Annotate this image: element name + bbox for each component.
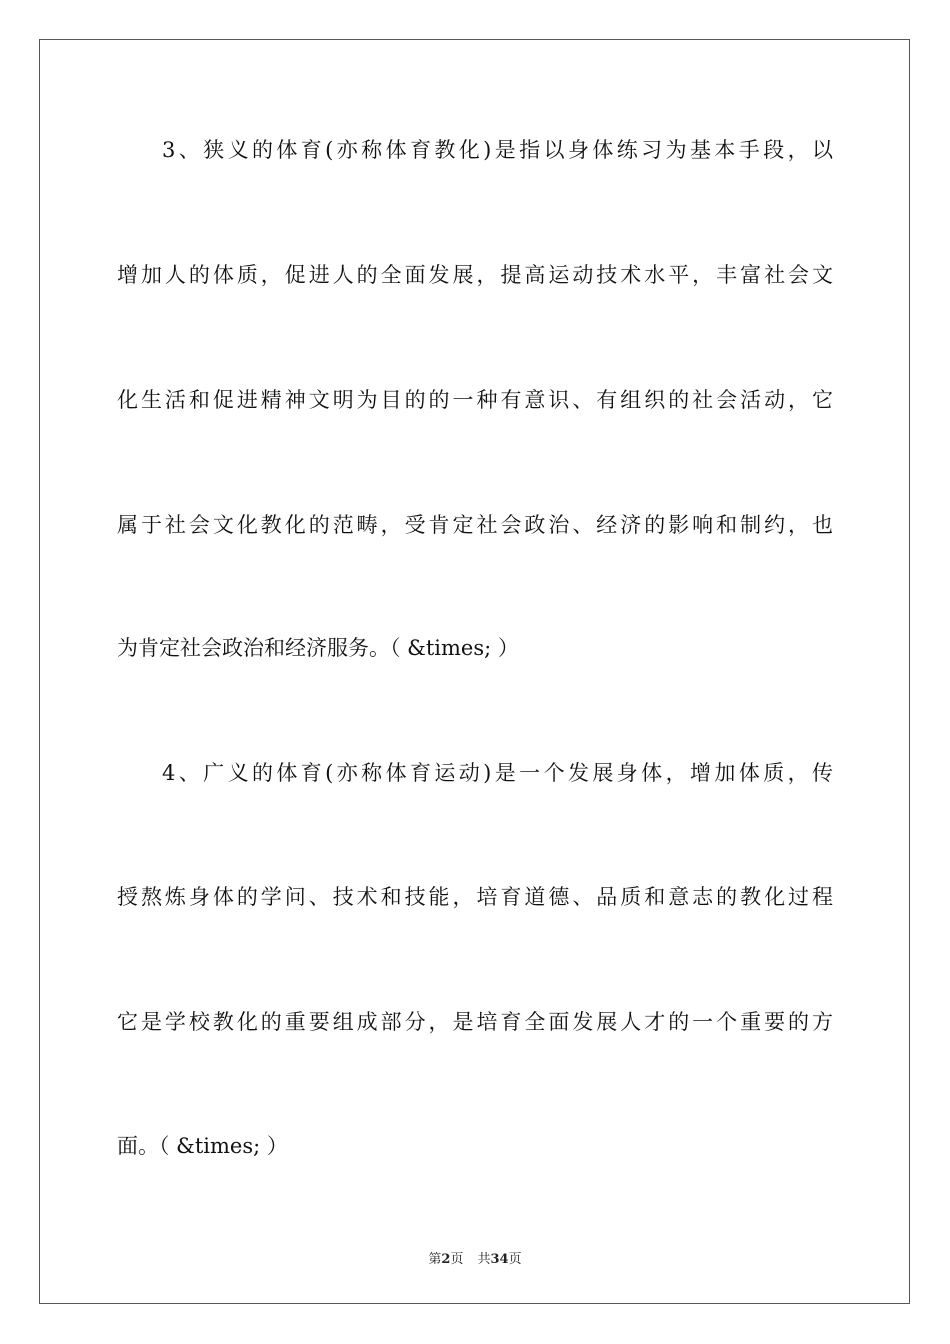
total-pages: 34 xyxy=(490,1252,509,1267)
paragraph-2-line-3: 它是学校教化的重要组成部分，是培育全面发展人才的一个重要的方 xyxy=(117,1010,833,1034)
paragraph-1-line-3: 化生活和促进精神文明为目的的一种有意识、有组织的社会活动，它 xyxy=(117,388,833,412)
paragraph-1-line-2: 增加人的体质，促进人的全面发展，提高运动技术水平，丰富社会文 xyxy=(117,263,833,287)
paragraph-1-line-1: 3、狭义的体育(亦称体育教化)是指以身体练习为基本手段，以 xyxy=(162,138,833,162)
page-suffix: 页 xyxy=(450,1252,464,1267)
paragraph-1-line-4: 属于社会文化教化的范畴，受肯定社会政治、经济的影响和制约，也 xyxy=(117,513,833,537)
page-number: 2 xyxy=(441,1252,451,1267)
page-border xyxy=(39,39,910,1304)
page-prefix: 第 xyxy=(428,1252,442,1267)
paragraph-2-line-2: 授熬炼身体的学问、技术和技能，培育道德、品质和意志的教化过程 xyxy=(117,885,833,909)
paragraph-2-line-4: 面。（ &times; ） xyxy=(117,1134,288,1158)
paragraph-1-line-5: 为肯定社会政治和经济服务。（ &times; ） xyxy=(117,636,519,660)
page-footer xyxy=(0,1248,950,1267)
total-prefix: 共 xyxy=(477,1252,491,1267)
paragraph-2-line-1: 4、广义的体育(亦称体育运动)是一个发展身体，增加体质，传 xyxy=(162,761,833,785)
total-suffix: 页 xyxy=(508,1252,522,1267)
